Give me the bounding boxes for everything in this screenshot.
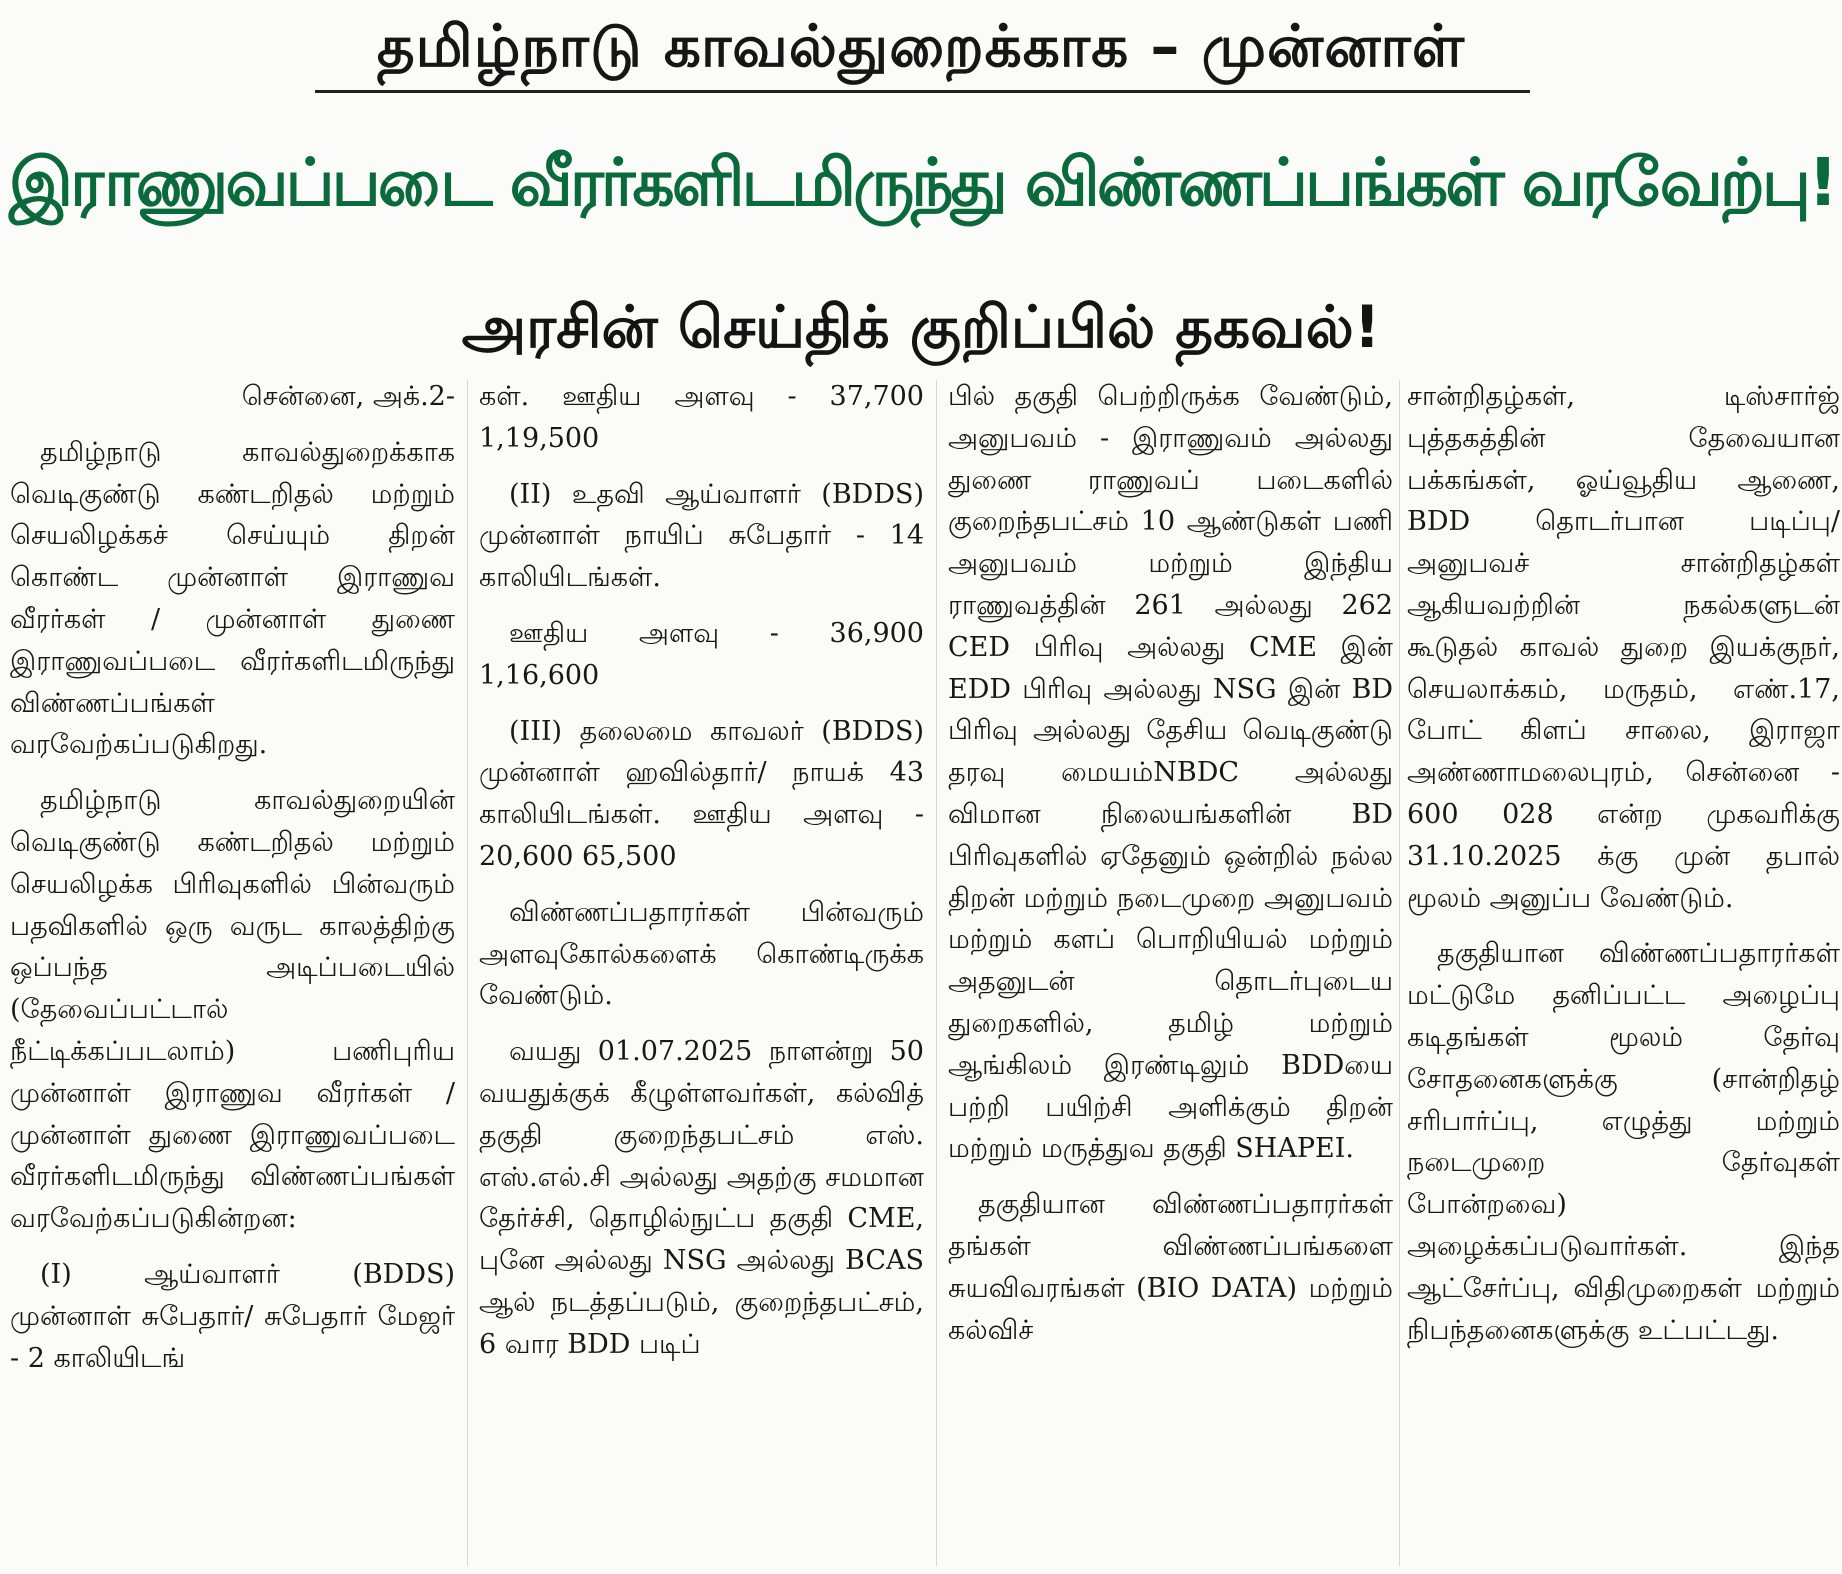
headline-kicker: தமிழ்நாடு காவல்துறைக்காக – முன்னாள்: [376, 12, 1466, 80]
column-divider: [936, 380, 937, 1566]
paragraph: ஊதிய அளவு - 36,900 1,16,600: [479, 617, 924, 691]
dateline: சென்னை, அக்.2-: [241, 381, 455, 412]
main-headline: இராணுவப்படை வீரர்களிடமிருந்து விண்ணப்பங்கள் வரவேற்பு!: [8, 144, 1836, 221]
article-body: [10, 376, 1840, 1570]
paragraph: பில் தகுதி பெற்றிருக்க வேண்டும், அனுபவம் - இராணுவம் அல்லது துணை ராணுவப் படைகளில் குறைந்தபட்சம் 10 ஆண்டுகள் பணி அனுபவம் மற்றும் இந்திய ராணுவத்தின் 261 அல்லது 262 CED பிரிவு அல்லது CME இன் EDD பிரிவு அல்லது NSG இன் BD பிரிவு அல்லது தேசிய வெடிகுண்டு தரவு மையம்NBDC அல்லது விமான நிலையங்களின் BD பிரிவுகளில் ஏதேனும் ஒன்றில் நல்ல திறன் மற்றும் நடைமுறை அனுபவம் மற்றும் களப் பொறியியல் மற்றும் அதனுடன் தொடர்புடைய துறைகளில், தமிழ் மற்றும் ஆங்கிலம் இரண்டிலும் BDDயை பற்றி பயிற்சி அளிக்கும் திறன் மற்றும் மருத்துவ தகுதி SHAPEI.: [948, 381, 1393, 1165]
paragraph: கள். ஊதிய அளவு - 37,700 1,19,500: [479, 381, 924, 454]
paragraph: தமிழ்நாடு காவல்துறைக்காக வெடிகுண்டு கண்டறிதல் மற்றும் செயலிழக்கச் செய்யும் திறன் கொண்ட முன்னாள் இராணுவ வீரர்கள் / முன்னாள் துணை இராணுவப்படை வீரர்களிடமிருந்து விண்ணப்பங்கள் வரவேற்கப்படுகிறது.: [10, 436, 455, 761]
article-column-4: [1407, 376, 1840, 1570]
paragraph: (II) உதவி ஆய்வாளர் (BDDS) முன்னாள் நாயிப் சுபேதார் - 14 காலியிடங்கள்.: [479, 478, 924, 594]
paragraph: சான்றிதழ்கள், டிஸ்சார்ஜ் புத்தகத்தின் தேவையான பக்கங்கள், ஓய்வூதிய ஆணை, BDD தொடர்பான படிப்பு/அனுபவச் சான்றிதழ்கள் ஆகியவற்றின் நகல்களுடன் கூடுதல் காவல் துறை இயக்குநர், செயலாக்கம், மருதம், எண்.17, போட் கிளப் சாலை, இராஜா அண்ணாமலைபுரம், சென்னை - 600 028 என்ற முகவரிக்கு 31.10.2025 க்கு முன் தபால் மூலம் அனுப்ப வேண்டும்.: [1407, 381, 1840, 914]
paragraph: (III) தலைமை காவலர் (BDDS) முன்னாள் ஹவில்தார்/ நாயக் 43 காலியிடங்கள். ஊதிய அளவு - 20,600 65,500: [479, 715, 924, 872]
column-divider: [1399, 380, 1400, 1566]
column-divider: [467, 380, 468, 1566]
paragraph: தகுதியான விண்ணப்பதாரர்கள் மட்டுமே தனிப்பட்ட அழைப்பு கடிதங்கள் மூலம் தேர்வு சோதனைகளுக்கு (சான்றிதழ் சரிபார்ப்பு, எழுத்து மற்றும் நடைமுறை தேர்வுகள் போன்றவை) அழைக்கப்படுவார்கள். இந்த ஆட்சேர்ப்பு, விதிமுறைகள் மற்றும் நிபந்தனைகளுக்கு உட்பட்டது.: [1407, 938, 1840, 1346]
article-column-2: [479, 376, 924, 1570]
paragraph: வயது 01.07.2025 நாளன்று 50 வயதுக்குக் கீழுள்ளவர்கள், கல்வித் தகுதி குறைந்தபட்சம் எஸ். எஸ்.எல்.சி அல்லது அதற்கு சமமான தேர்ச்சி, தொழில்நுட்ப தகுதி CME, புனே அல்லது NSG அல்லது BCAS ஆல் நடத்தப்படும், குறைந்தபட்சம், 6 வார BDD படிப்: [479, 1036, 924, 1360]
paragraph: தமிழ்நாடு காவல்துறையின் வெடிகுண்டு கண்டறிதல் மற்றும் செயலிழக்க பிரிவுகளில் பின்வரும் பதவிகளில் ஒரு வருட காலத்திற்கு ஒப்பந்த அடிப்படையில் (தேவைப்பட்டால் நீட்டிக்கப்படலாம்) பணிபுரிய முன்னாள் இராணுவ வீரர்கள் / முன்னாள் துணை இராணுவப்படை வீரர்களிடமிருந்து விண்ணப்பங்கள் வரவேற்கப்படுகின்றன:: [10, 785, 455, 1235]
paragraph: (I) ஆய்வாளர் (BDDS) முன்னாள் சுபேதார்/ சுபேதார் மேஜர் - 2 காலியிடங்: [10, 1258, 455, 1374]
article-column-1: [10, 376, 455, 1570]
paragraph: விண்ணப்பதாரர்கள் பின்வரும் அளவுகோல்களைக் கொண்டிருக்க வேண்டும்.: [479, 896, 924, 1012]
paragraph: தகுதியான விண்ணப்பதாரர்கள் தங்கள் விண்ணப்பங்களை சுயவிவரங்கள் (BIO DATA) மற்றும் கல்விச்: [948, 1189, 1393, 1346]
subheadline: அரசின் செய்திக் குறிப்பில் தகவல்!: [461, 293, 1381, 361]
article-column-3: [948, 376, 1393, 1570]
kicker-underline: [315, 90, 1530, 93]
